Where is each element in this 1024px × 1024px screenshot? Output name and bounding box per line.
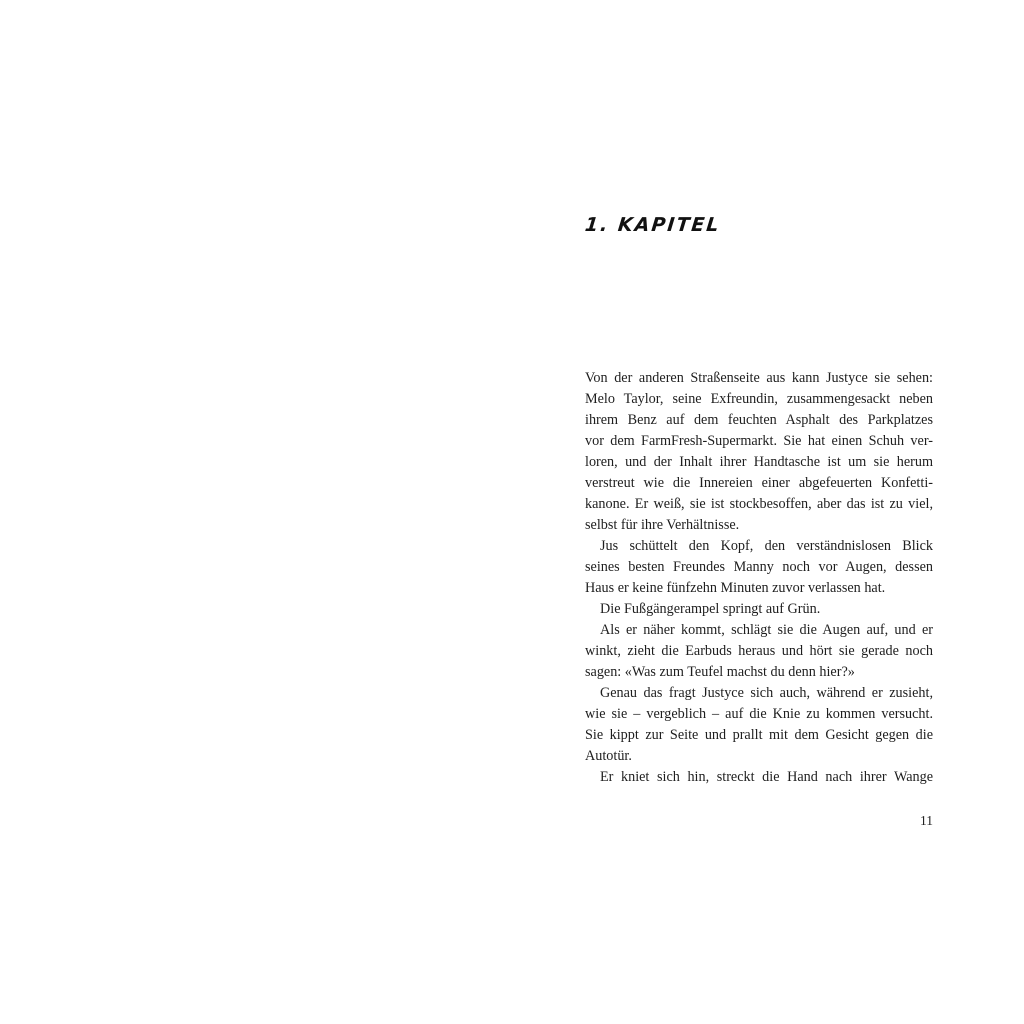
text-line: winkt, zieht die Earbuds heraus und hört sie gerade noch [585,643,933,659]
text-line: ihrem Benz auf dem feuchten Asphalt des Parkplatzes [585,412,933,428]
text-line: Autotür. [585,748,632,764]
text-line: Haus er keine fünfzehn Minuten zuvor verlassen hat. [585,580,886,596]
text-line: Er kniet sich hin, streckt die Hand nach ihrer Wange [600,769,933,785]
text-line: sagen: «Was zum Teufel machst du denn hier?» [585,664,855,680]
text-line: vor dem FarmFresh-Supermarkt. Sie hat einen Schuh ver- [585,433,933,449]
text-line: Sie kippt zur Seite und prallt mit dem Gesicht gegen die [585,727,933,743]
text-line: Als er näher kommt, schlägt sie die Augen auf, und er [600,622,933,638]
text-line: Jus schüttelt den Kopf, den verständnislosen Blick [600,538,933,554]
text-line: Die Fußgängerampel springt auf Grün. [600,601,821,617]
text-line: Melo Taylor, seine Exfreundin, zusammengesackt neben [585,391,933,407]
text-line: Von der anderen Straßenseite aus kann Justyce sie sehen: [585,370,933,386]
text-line: seines besten Freundes Manny noch vor Augen, dessen [585,559,933,575]
text-line: wie sie – vergeblich – auf die Knie zu kommen versucht. [585,706,933,722]
text-line: selbst für ihre Verhältnisse. [585,517,740,533]
text-line: verstreut wie die Innereien einer abgefeuerten Konfetti- [585,475,933,491]
text-line: kanone. Er weiß, sie ist stockbesoffen, aber das ist zu viel, [585,496,933,512]
text-line: Genau das fragt Justyce sich auch, während er zusieht, [600,685,933,701]
body-text [585,368,933,788]
page-number: 11 [920,813,933,828]
text-line: loren, und der Inhalt ihrer Handtasche ist um sie herum [585,454,933,470]
chapter-heading: 1. KAPITEL [583,214,722,236]
